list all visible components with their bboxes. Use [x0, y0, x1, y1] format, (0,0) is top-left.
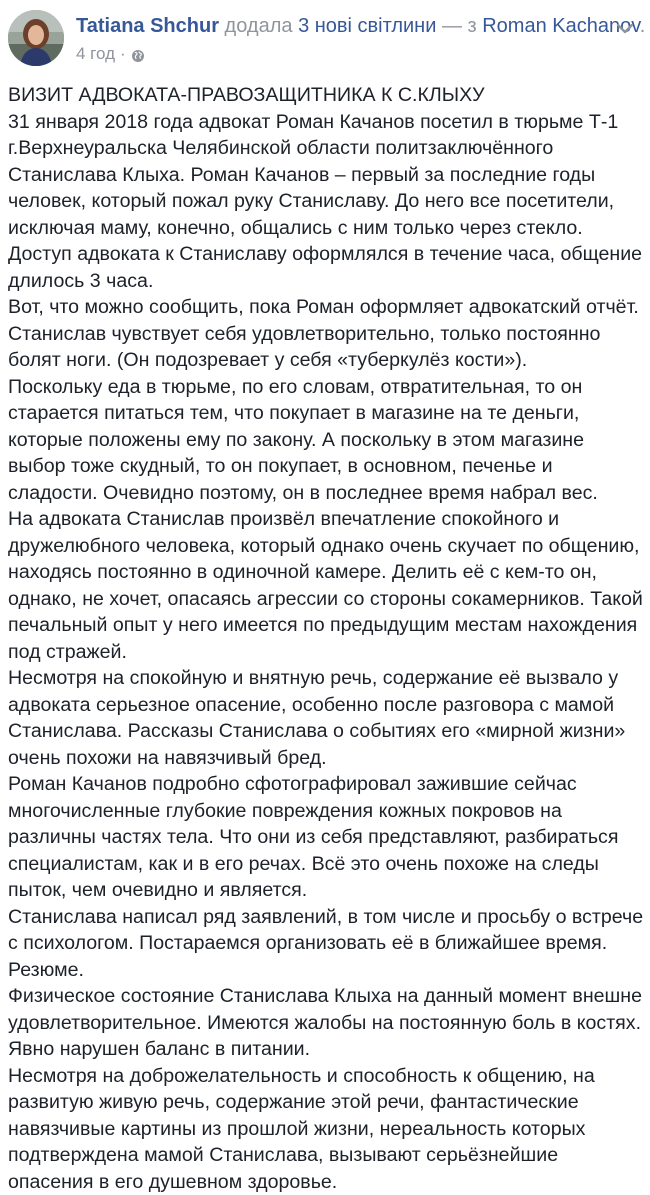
post-paragraph: 31 января 2018 года адвокат Роман Качанов посетил в тюрьме Т-1 г.Верхнеуральска Челябинской области политзаключённого Станислава Клыха. Роман Качанов – первый за последние годы человек, который пожал руку Станиславу. До него все посетители, исключая маму, конечно, общались с ним только через стекло. [8, 109, 644, 242]
post-paragraph: Несмотря на спокойную и внятную речь, содержание её вызвало у адвоката серьезное опасение, особенно после разговора с мамой Станислава. Рассказы Станислава о событиях его «мирной жизни» очень похожи на навязчивый бред. [8, 665, 644, 771]
meta-separator: · [120, 43, 126, 65]
post-meta [76, 43, 616, 65]
period: . [640, 15, 646, 37]
post-heading: ВИЗИТ АДВОКАТА-ПРАВОЗАЩИТНИКА К С.КЛЫХУ [8, 82, 644, 109]
tagged-person-link[interactable]: Roman Kachanov [482, 15, 640, 37]
post-paragraph: Резюме. [8, 957, 644, 984]
post-paragraph: На адвоката Станислав произвёл впечатление спокойного и дружелюбного человека, который однако очень скучает по общению, находясь постоянно в одиночной камере. Делить её с кем-то он, однако, не хочет, опасаясь агрессии со стороны сокамерников. Такой печальный опыт у него имеется по предыдущим местам нахождения под стражей. [8, 506, 644, 665]
post-paragraph: Доступ адвоката к Станиславу оформлялся в течение часа, общение длилось 3 часа. [8, 241, 644, 294]
with-text: — з [436, 15, 482, 37]
post-paragraph: Станислав чувствует себя удовлетворительно, только постоянно болят ноги. (Он подозревает у себя «туберкулёз кости»). [8, 321, 644, 374]
post-body [8, 82, 644, 1195]
post-paragraph: Поскольку еда в тюрьме, по его словам, отвратительная, то он старается питаться тем, что покупает в магазине на те деньги, которые положены ему по закону. А поскольку в этом магазине выбор тоже скудный, то он покупает, в основном, печенье и сладости. Очевидно поэтому, он в последнее время набрал вес. [8, 374, 644, 507]
author-name[interactable]: Tatiana Shchur [76, 15, 219, 37]
globe-icon[interactable] [131, 47, 145, 61]
action-text: додала [219, 15, 298, 37]
post-paragraph: Несмотря на доброжелательность и способность к общению, на развитую живую речь, содержание этой речи, фантастические навязчивые картины из прошлой жизни, нереальность которых подтверждена мамой Станислава, вызывают серьёзнейшие опасения в его душевном здоровье. [8, 1063, 644, 1195]
avatar-image [8, 10, 64, 66]
post-header [8, 6, 642, 72]
post-attribution [76, 14, 616, 38]
post-paragraph: Физическое состояние Станислава Клыха на данный момент внешне удовлетворительное. Имеются жалобы на постоянную боль в костях. Явно нарушен баланс в питании. [8, 983, 644, 1063]
post-paragraph: Станислава написал ряд заявлений, в том числе и просьбу о встрече с психологом. Постараемся организовать её в ближайшее время. [8, 904, 644, 957]
photos-link[interactable]: 3 нові світлини [298, 15, 436, 37]
post-paragraph: Роман Качанов подробно сфотографировал зажившие сейчас многочисленные глубокие повреждения кожных покровов на различны частях тела. Что они из себя представляют, разбираться специалистам, как и в его речах. Всё это очень похоже на следы пыток, чем очевидно и является. [8, 771, 644, 904]
header-text [76, 14, 616, 65]
post-timestamp[interactable]: 4 год [76, 43, 115, 65]
post-paragraph: Вот, что можно сообщить, пока Роман оформляет адвокатский отчёт. [8, 294, 644, 321]
avatar[interactable] [8, 10, 64, 66]
chevron-down-icon[interactable] [614, 18, 636, 40]
